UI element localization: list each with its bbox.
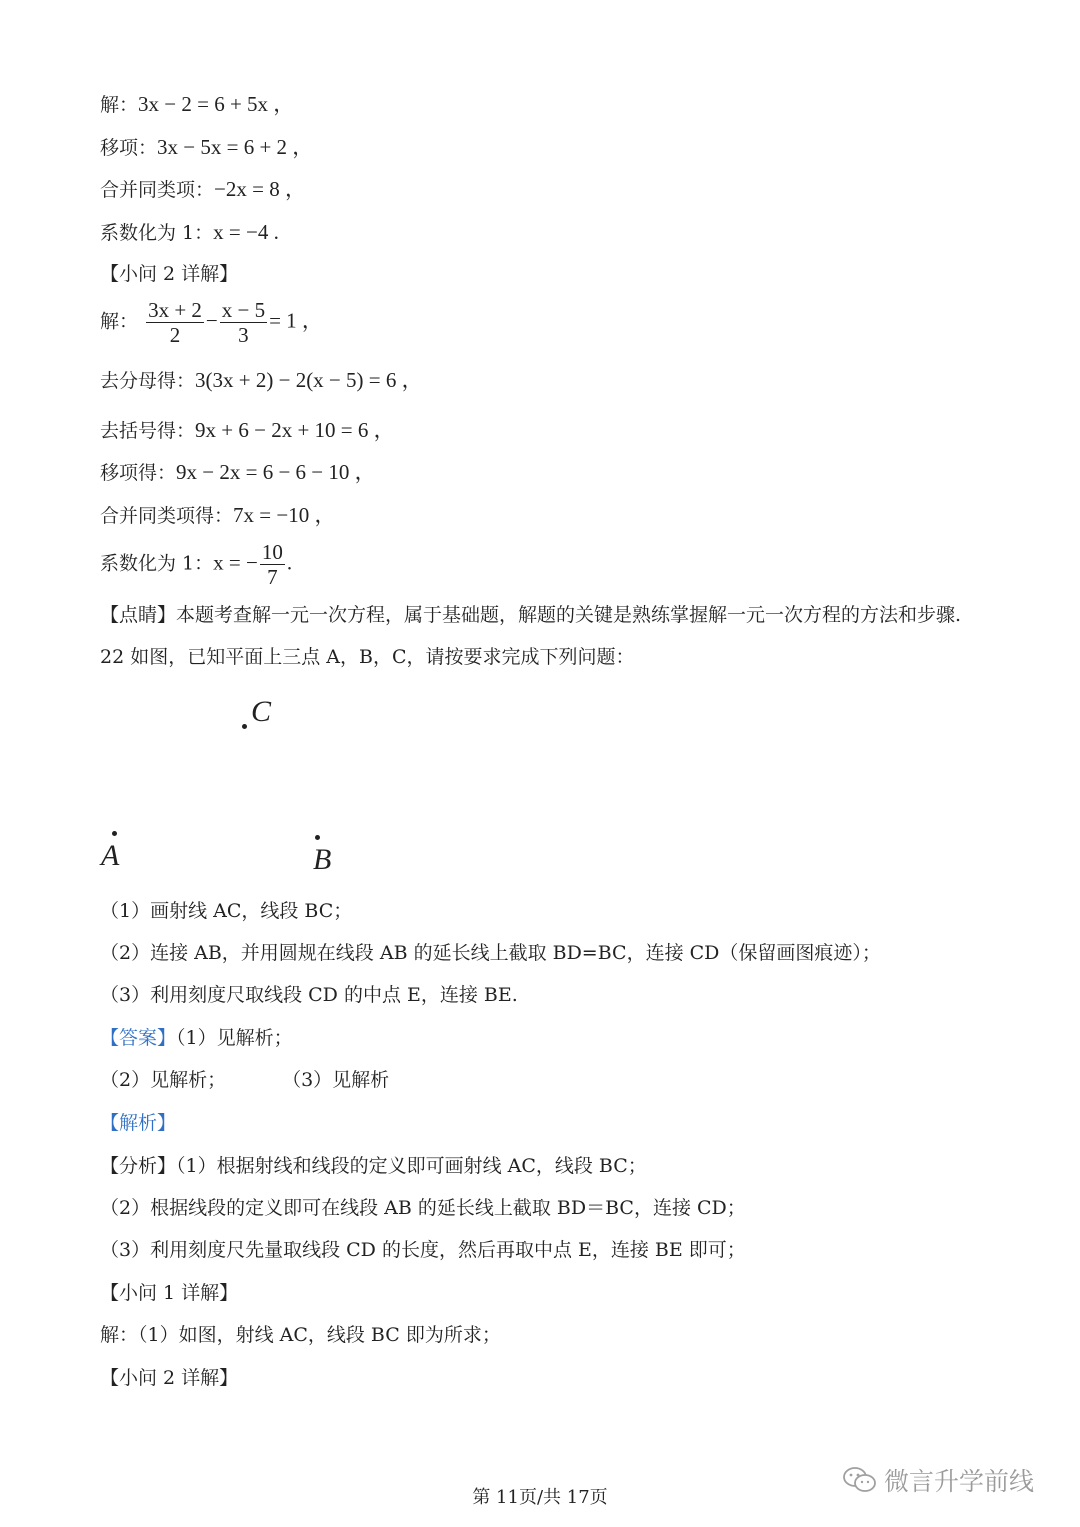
equation: 3x − 2 = 6 + 5x ，	[138, 92, 295, 116]
step-line	[100, 418, 395, 443]
step-line-fraction	[100, 298, 323, 347]
point-c-label: C	[251, 695, 272, 728]
fraction	[220, 298, 267, 347]
step-line	[100, 92, 294, 117]
equation: x = −	[213, 550, 258, 575]
step-line	[100, 368, 423, 393]
section-header: 【小问 2 详解】	[100, 1367, 239, 1389]
question-intro: 22 如图，已知平面上三点 A，B，C，请按要求完成下列问题：	[100, 646, 635, 668]
equation: −2x = 8 ，	[214, 177, 306, 201]
point-a-dot	[112, 831, 117, 836]
step-line-fraction	[100, 540, 292, 589]
step-label: 系数化为 1：	[100, 552, 214, 575]
section-header: 【小问 1 详解】	[100, 1282, 239, 1304]
equation: .	[286, 550, 293, 575]
answer-item: （1）见解析；	[176, 1027, 293, 1049]
page-number: 第 11页/共 17页	[472, 1487, 608, 1508]
denominator: 3	[238, 323, 249, 347]
analysis-line: 【分析】（1）根据射线和线段的定义即可画射线 AC，线段 BC；	[100, 1155, 647, 1177]
analysis-line: （3）利用刻度尺先量取线段 CD 的长度，然后再取中点 E，连接 BE 即可；	[100, 1239, 746, 1261]
step-label: 移项：	[100, 137, 158, 159]
point-c-dot	[242, 724, 247, 729]
step-label: 移项得：	[100, 462, 177, 484]
step-label: 去括号得：	[100, 420, 196, 442]
step-line	[100, 177, 306, 202]
numerator: 3x + 2	[148, 298, 202, 322]
step-label: 解：	[100, 94, 139, 116]
answer-item: （3）见解析	[282, 1069, 390, 1091]
point-b-label: B	[313, 843, 332, 876]
step-label: 解：	[100, 310, 139, 333]
step-label: 合并同类项：	[100, 179, 215, 201]
step-line	[100, 135, 313, 160]
denominator: 7	[267, 565, 278, 589]
wechat-icon	[842, 1465, 878, 1495]
equation: 9x + 6 − 2x + 10 = 6 ，	[195, 418, 395, 442]
analysis-label: 【解析】	[100, 1112, 177, 1134]
answer-line	[100, 1068, 389, 1092]
step-label: 系数化为 1：	[100, 222, 214, 244]
step-line	[100, 460, 376, 485]
numerator: x − 5	[221, 298, 266, 322]
step-line	[100, 220, 279, 245]
task-2: （2）连接 AB，并用圆规在线段 AB 的延长线上截取 BD=BC，连接 CD（保留画图痕迹）；	[100, 942, 881, 964]
numerator: 10	[261, 540, 283, 564]
equation: x = −4 .	[213, 220, 279, 244]
equation: 7x = −10 ，	[233, 503, 336, 527]
operator: −	[205, 308, 218, 333]
answer-line	[100, 1026, 293, 1050]
equation: 3(3x + 2) − 2(x − 5) = 6 ，	[195, 368, 423, 392]
analysis-line: （2）根据线段的定义即可在线段 AB 的延长线上截取 BD＝BC，连接 CD；	[100, 1197, 746, 1219]
comment-text: 【点睛】本题考查解一元一次方程，属于基础题，解题的关键是熟练掌握解一元一次方程的方法和步骤.	[100, 604, 962, 626]
step-line	[100, 503, 335, 528]
answer-item: （2）见解析；	[100, 1069, 227, 1091]
point-b-dot	[315, 835, 320, 840]
fraction	[146, 298, 204, 347]
point-a-label: A	[101, 839, 120, 872]
analysis-line: 解：（1）如图，射线 AC，线段 BC 即为所求；	[100, 1324, 501, 1346]
watermark-text: 微言升学前线	[884, 1467, 1035, 1496]
denominator: 2	[169, 323, 181, 347]
step-label: 去分母得：	[100, 370, 196, 392]
task-3: （3）利用刻度尺取线段 CD 的中点 E，连接 BE.	[100, 984, 518, 1006]
watermark	[842, 1462, 1034, 1498]
step-label: 合并同类项得：	[100, 505, 234, 527]
equation: = 1 ，	[269, 308, 323, 333]
equation: 9x − 2x = 6 − 6 − 10 ，	[176, 460, 376, 484]
answer-label: 【答案】	[100, 1027, 177, 1049]
equation: 3x − 5x = 6 + 2 ，	[157, 135, 314, 159]
section-header: 【小问 2 详解】	[100, 263, 239, 285]
fraction	[260, 540, 285, 589]
task-1: （1）画射线 AC，线段 BC；	[100, 900, 353, 922]
